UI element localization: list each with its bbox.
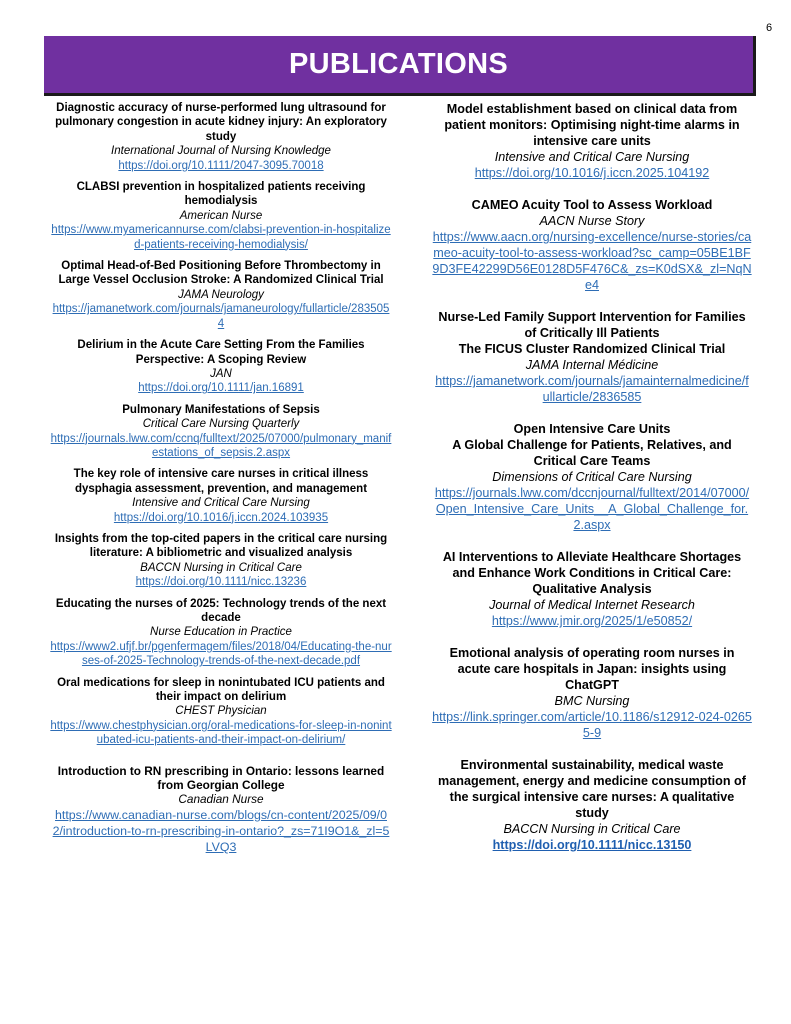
publication-title: Educating the nurses of 2025: Technology trends of the next decade — [55, 597, 387, 624]
publication-entry — [50, 467, 392, 525]
publication-title: CLABSI prevention in hospitalized patients receiving hemodialysis — [76, 181, 366, 208]
publication-entry — [432, 549, 752, 629]
publication-source: JAN — [210, 367, 232, 380]
publication-link[interactable]: https://doi.org/10.1111/2047-3095.70018 — [118, 159, 324, 172]
page-number: 6 — [766, 22, 773, 34]
publication-link[interactable]: https://www.jmir.org/2025/1/e50852/ — [491, 614, 693, 628]
publication-link[interactable]: https://doi.org/10.1016/j.iccn.2024.103935 — [113, 511, 329, 524]
publication-source: Intensive and Critical Care Nursing — [132, 497, 310, 510]
publication-source: AACN Nurse Story — [539, 214, 645, 228]
publication-link[interactable]: https://doi.org/10.1111/nicc.13236 — [135, 576, 307, 589]
publication-source: Journal of Medical Internet Research — [489, 598, 695, 612]
right-column — [432, 101, 752, 869]
publication-source: BACCN Nursing in Critical Care — [140, 561, 302, 574]
publication-source: Nurse Education in Practice — [150, 626, 292, 639]
publication-entry — [50, 764, 392, 855]
publication-link[interactable]: https://jamanetwork.com/journals/jamaneurology/fullarticle/2835054 — [52, 303, 390, 330]
publication-link[interactable]: https://www2.ufjf.br/pgenfermagem/files/2018/04/Educating-the-nurses-of-2025-Technology-trends-of-the-next-decade.pdf — [50, 640, 392, 668]
header-banner — [44, 36, 756, 96]
publication-entry — [50, 532, 392, 590]
publication-source: Dimensions of Critical Care Nursing — [492, 470, 692, 484]
publication-link[interactable]: https://www.chestphysician.org/oral-medications-for-sleep-in-nonintubated-icu-patients-and-their-impact-on-delirium/ — [50, 719, 392, 747]
publication-title: The key role of intensive care nurses in critical illness dysphagia assessment, prevention, and management — [73, 468, 369, 495]
publication-link[interactable]: https://link.springer.com/article/10.1186/s12912-024-02655-9 — [432, 710, 752, 740]
publication-title: Oral medications for sleep in nonintubated ICU patients and their impact on delirium — [57, 676, 385, 704]
publication-title: Emotional analysis of operating room nurses in acute care hospitals in Japan: insights using ChatGPT — [449, 646, 735, 692]
publication-title: Insights from the top-cited papers in the critical care nursing literature: A bibliometric and visualized analysis — [54, 532, 388, 560]
publication-link[interactable]: https://www.aacn.org/nursing-excellence/nurse-stories/cameo-acuity-tool-to-assess-workload?sc_camp=05BE1BF9D3FE42299D56E0128D5F476C&_zs=K0dSX&_zl=NqNe4 — [432, 230, 752, 292]
publication-link[interactable]: https://journals.lww.com/dccnjournal/fulltext/2014/07000/Open_Intensive_Care_Units__A_Global_Challenge_for.2.aspx — [434, 486, 750, 532]
publication-source: JAMA Neurology — [178, 288, 264, 301]
publication-title: Open Intensive Care Units A Global Challenge for Patients, Relatives, and Critical Care Teams — [452, 422, 732, 468]
publication-title: AI Interventions to Alleviate Healthcare Shortages and Enhance Work Conditions in Critical Care: Qualitative Analysis — [442, 550, 742, 596]
publication-source: American Nurse — [179, 209, 263, 222]
publication-title: Diagnostic accuracy of nurse-performed lung ultrasound for pulmonary congestion in acute kidney injury: An exploratory study — [55, 102, 387, 143]
publication-entry — [50, 676, 392, 748]
publication-entry — [432, 421, 752, 533]
publication-entry — [50, 338, 392, 396]
publication-link[interactable]: https://www.canadian-nurse.com/blogs/cn-content/2025/09/02/introduction-to-rn-prescribing-in-ontario?_zs=71I9O1&_zl=5LVQ3 — [52, 807, 390, 854]
publication-source: BACCN Nursing in Critical Care — [503, 822, 681, 836]
publication-title: Nurse-Led Family Support Intervention for Families of Critically Ill Patients The FICUS Cluster Randomized Clinical Trial — [438, 310, 746, 356]
publication-link[interactable]: https://www.myamericannurse.com/clabsi-prevention-in-hospitalized-patients-receiving-hemodialysis/ — [51, 224, 391, 251]
publication-source: Critical Care Nursing Quarterly — [142, 418, 300, 431]
publication-title: Delirium in the Acute Care Setting From the Families Perspective: A Scoping Review — [77, 339, 365, 366]
publication-entry — [50, 259, 392, 331]
publication-source: Intensive and Critical Care Nursing — [494, 150, 690, 164]
publication-link[interactable]: https://doi.org/10.1111/jan.16891 — [138, 382, 304, 395]
publication-title: CAMEO Acuity Tool to Assess Workload — [471, 198, 713, 212]
publication-title: Introduction to RN prescribing in Ontario: lessons learned from Georgian College — [57, 763, 385, 793]
publication-title: Pulmonary Manifestations of Sepsis — [122, 403, 320, 416]
publication-link[interactable]: https://doi.org/10.1111/nicc.13150 — [492, 838, 692, 852]
publication-title: Model establishment based on clinical data from patient monitors: Optimising night-time alarms in intensive care units — [444, 102, 740, 148]
publication-source: CHEST Physician — [175, 705, 267, 718]
publication-source: Canadian Nurse — [178, 792, 264, 807]
publication-entry — [50, 597, 392, 669]
publication-source: JAMA Internal Médicine — [525, 358, 659, 372]
publication-entry — [50, 101, 392, 173]
publication-entry — [50, 180, 392, 252]
publication-link[interactable]: https://doi.org/10.1016/j.iccn.2025.104192 — [474, 166, 710, 180]
publication-entry — [432, 757, 752, 853]
publication-title: Optimal Head-of-Bed Positioning Before Thrombectomy in Large Vessel Occlusion Stroke: A Randomized Clinical Trial — [58, 260, 384, 287]
left-column — [50, 101, 392, 862]
publication-link[interactable]: https://jamanetwork.com/journals/jamainternalmedicine/fullarticle/2836585 — [435, 374, 749, 404]
publication-link[interactable]: https://journals.lww.com/ccnq/fulltext/2025/07000/pulmonary_manifestations_of_sepsis.2.aspx — [50, 432, 392, 459]
publication-entry — [432, 309, 752, 405]
publication-entry — [432, 645, 752, 741]
publication-entry — [432, 197, 752, 293]
publication-source: BMC Nursing — [554, 694, 630, 708]
publication-source: International Journal of Nursing Knowledge — [111, 145, 331, 158]
page-title: PUBLICATIONS — [289, 48, 508, 80]
publication-title: Environmental sustainability, medical waste management, energy and medicine consumption of the surgical intensive care nurses: A qualitative study — [438, 758, 746, 820]
publication-entry — [432, 101, 752, 181]
publication-entry — [50, 403, 392, 461]
